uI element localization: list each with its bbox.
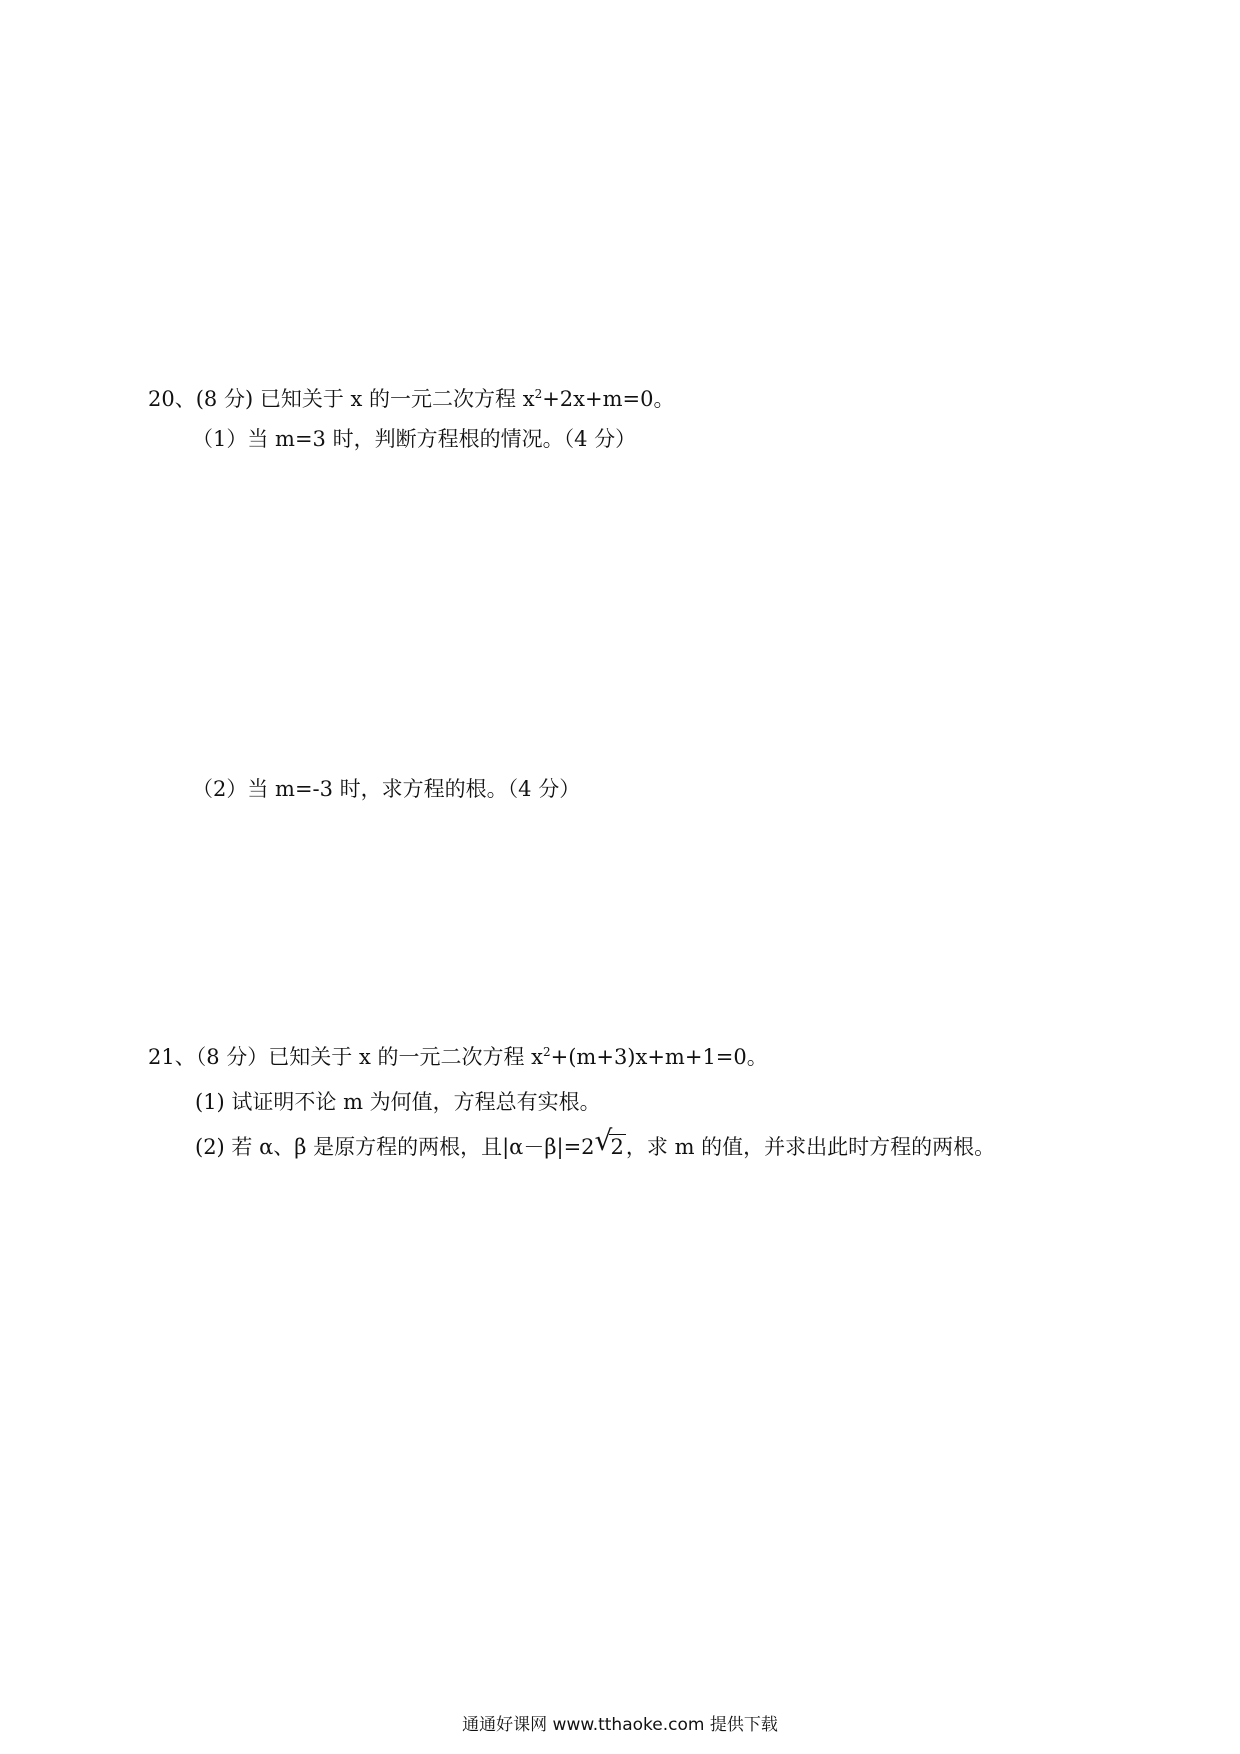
radicand: 2 [610,1135,624,1159]
q21-number: 21、 [148,1045,196,1069]
q21-stem-text-a: 已知关于 x 的一元二次方程 x [268,1045,543,1069]
q21-part2-text-a: (2) 若 α、β 是原方程的两根，且|α－β|=2 [195,1135,595,1159]
q20-exponent: 2 [534,387,543,401]
q20-stem-text-b: +2x+m=0。 [542,387,675,411]
q20-stem-text-a: 已知关于 x 的一元二次方程 x [259,387,535,411]
q21-score: （8 分） [195,1045,269,1069]
q21-part1: (1) 试证明不论 m 为何值，方程总有实根。 [195,1090,601,1114]
q21-stem-text-b: +(m+3)x+m+1=0。 [550,1045,768,1069]
q21-exponent: 2 [543,1045,551,1059]
q20-score: (8 分) [195,387,254,411]
q21-stem [148,1043,768,1071]
q20-stem [148,385,674,413]
radical-sign-icon: √ [594,1124,613,1157]
square-root [594,1124,626,1161]
page-footer: 通通好课网 www.tthaoke.com 提供下载 [462,1715,778,1735]
q20-number: 20、 [148,387,196,411]
q20-part2: （2）当 m=-3 时，求方程的根。（4 分） [192,777,581,801]
q21-part2-text-b: ，求 m 的值，并求出此时方程的两根。 [625,1135,996,1159]
q20-part1: （1）当 m=3 时，判断方程根的情况。（4 分） [192,427,637,451]
q21-part2 [195,1124,996,1161]
